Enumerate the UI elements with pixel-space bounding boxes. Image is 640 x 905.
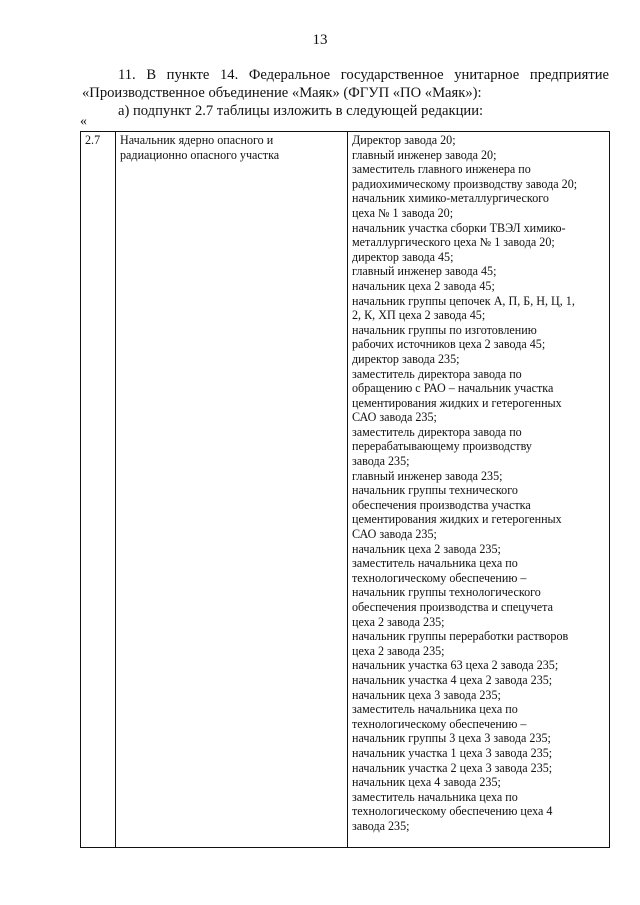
intro-line-2: «Производственное объединение «Маяк» (ФГУП «ПО «Маяк»):	[82, 85, 482, 101]
official-line: обеспечения производства и спецучета	[352, 600, 553, 614]
official-line: металлургического цеха № 1 завода 20;	[352, 235, 555, 250]
official-line: начальник участка 4 цеха 2 завода 235;	[352, 672, 553, 687]
official-line: заместитель директора завода по	[352, 424, 522, 439]
intro-text	[82, 66, 609, 120]
official-line: цеха 2 завода 235;	[352, 614, 445, 629]
official-line: заместитель директора завода по	[352, 366, 522, 381]
official-line: начальник химико-металлургического	[352, 191, 549, 206]
official-line: начальник участка 1 цеха 3 завода 235;	[352, 745, 553, 760]
official-line: начальник группы технического	[352, 483, 518, 498]
official-line: начальник группы технологического	[352, 585, 541, 600]
official-line: начальник группы по изготовлению	[352, 322, 537, 337]
official-line: начальник цеха 3 завода 235;	[352, 687, 501, 702]
official-line: главный инженер завода 235;	[352, 468, 503, 483]
intro-line-1: 11. В пункте 14. Федеральное государственное унитарное предприятие	[118, 67, 609, 83]
official-line: радиохимическому производству завода 20;	[352, 176, 578, 191]
official-line: технологическому обеспечению –	[352, 716, 527, 731]
opening-quote-mark: «	[80, 114, 87, 129]
official-line: начальник цеха 4 завода 235;	[352, 775, 501, 790]
official-line: цеха № 1 завода 20;	[352, 205, 454, 220]
official-line: обращению с РАО – начальник участка	[352, 381, 554, 396]
row-number-cell: 2.7	[81, 132, 116, 848]
official-line: начальник участка сборки ТВЭЛ химико-	[352, 220, 566, 235]
official-line: заместитель начальника цеха по	[352, 556, 518, 571]
official-line: заместитель начальника цеха по	[352, 789, 518, 804]
official-line: заместитель главного инженера по	[352, 162, 531, 177]
official-line: начальник участка 2 цеха 3 завода 235;	[352, 760, 553, 775]
official-line: начальник цеха 2 завода 45;	[352, 278, 495, 293]
officials-cell	[348, 132, 610, 848]
official-line: цементирования жидких и гетерогенных	[352, 395, 562, 410]
official-line: завода 235;	[352, 818, 410, 833]
official-line: обеспечения производства участка	[352, 497, 531, 512]
official-line: начальник группы переработки растворов	[352, 629, 569, 644]
position-line: радиационно опасного участка	[120, 147, 280, 162]
official-line: завода 235;	[352, 454, 410, 469]
official-line: САО завода 235;	[352, 527, 437, 542]
official-line: начальник участка 63 цеха 2 завода 235;	[352, 658, 559, 673]
official-line: технологическому обеспечению цеха 4	[352, 804, 553, 819]
official-line: главный инженер завода 45;	[352, 264, 497, 279]
official-line: главный инженер завода 20;	[352, 147, 497, 162]
official-line: САО завода 235;	[352, 410, 437, 425]
official-line: перерабатывающему производству	[352, 439, 532, 454]
page-number: 13	[312, 32, 328, 48]
official-line: директор завода 235;	[352, 351, 460, 366]
official-line: начальник группы 3 цеха 3 завода 235;	[352, 731, 551, 746]
official-line: начальник цеха 2 завода 235;	[352, 541, 501, 556]
officials-table	[80, 131, 610, 848]
intro-paragraph-2: а) подпункт 2.7 таблицы изложить в следующей редакции:	[118, 103, 484, 119]
official-line: цеха 2 завода 235;	[352, 643, 445, 658]
position-line: Начальник ядерно опасного и	[120, 133, 274, 147]
official-line: заместитель начальника цеха по	[352, 702, 518, 717]
position-cell	[116, 132, 348, 848]
official-line: 2, К, ХП цеха 2 завода 45;	[352, 308, 486, 323]
official-line: цементирования жидких и гетерогенных	[352, 512, 562, 527]
table-row	[81, 132, 610, 848]
official-line: начальник группы цепочек А, П, Б, Н, Ц, 1,	[352, 293, 575, 308]
official-line: рабочих источников цеха 2 завода 45;	[352, 337, 546, 352]
intro-paragraph-1	[82, 66, 609, 102]
official-line: директор завода 45;	[352, 249, 454, 264]
official-line: Директор завода 20;	[352, 133, 456, 147]
official-line: технологическому обеспечению –	[352, 570, 527, 585]
